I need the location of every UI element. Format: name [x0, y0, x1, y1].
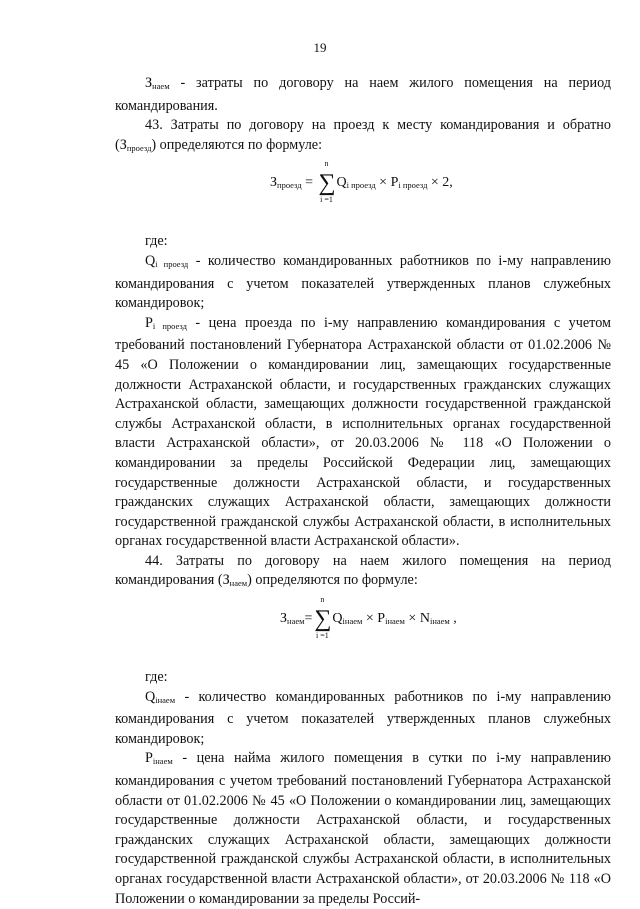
- formula-expression: [270, 159, 453, 205]
- symbol: Q: [145, 252, 156, 269]
- formula-lhs: З: [270, 175, 278, 191]
- document-body: [115, 74, 611, 909]
- formula-p-subscript: i проезд: [398, 180, 428, 191]
- q-proezd-definition: [115, 252, 611, 314]
- definition-text: - количество командированных работников по i-му направлению командирования с учетом показателей утвержденных планов служебных командировок;: [115, 688, 611, 747]
- paragraph-text: 43. Затраты по договору на проезд к месту командирования и обратно (: [115, 117, 611, 153]
- formula-lhs: З: [280, 611, 288, 627]
- sum-sign: [318, 159, 336, 205]
- definition-text: - затраты по договору на наем жилого помещения на период командирования.: [115, 75, 611, 114]
- definition-text: - количество командированных работников по i-му направлению командирования с учетом показателей утвержденных планов служебных командировок;: [115, 252, 611, 312]
- sum-upper-limit: n: [320, 595, 325, 605]
- paragraph-43: [115, 116, 611, 158]
- sum-upper-limit: n: [324, 159, 329, 169]
- sum-sign: [314, 595, 332, 641]
- symbol: P: [145, 750, 153, 767]
- p-naem-definition: [115, 749, 611, 909]
- sum-lower-limit: i =1: [320, 195, 333, 205]
- paragraph-tail: ) определяются по формуле:: [151, 136, 323, 153]
- where-label-2: где:: [145, 669, 168, 686]
- symbol: P: [145, 314, 153, 331]
- formula-lhs-subscript: проезд: [277, 180, 302, 191]
- equals-sign: =: [304, 611, 313, 627]
- formula-p: P: [377, 611, 386, 627]
- paragraph-tail: ) определяются по формуле:: [247, 572, 418, 589]
- formula-expression: [280, 595, 457, 641]
- formula-lodging: [115, 595, 611, 658]
- symbol-subscript: наем: [152, 81, 170, 91]
- symbol-subscript: i проезд: [152, 320, 187, 331]
- sigma-symbol: ∑: [318, 170, 336, 197]
- definition-text: - цена найма жилого помещения в сутки по i-му направлению командирования с учетом требований постановлений Губернатора Астраханской области от 01.02.2006 № 45 «О Положении о командировании лиц, замещающих государственные должности Астраханской области, и государственных гражданских служащих Астраханской области, замещающих должности государственной гражданской службы Астраханской области, в исполнительных органах государственной власти Астраханской области», от 20.03.2006 № 118 «О Положении о командировании за пределы Россий-: [115, 750, 611, 907]
- definition-text: - цена проезда по i-му направлению командирования с учетом требований постановлений Губернатора Астраханской области от 01.02.2006 № 45 «О Положении о командировании лиц, замещающих государственные должности Астраханской области, и государственных гражданских служащих Астраханской области, замещающих должности государственной гражданской службы Астраханской области, в исполнительных органах государственной власти Астраханской области», от 20.03.2006 № 118 «О Положении о командировании за пределы Российской Федерации лиц, замещающих государственные должности Астраханской области, и государственных гражданских служащих Астраханской области, замещающих должности государственной гражданской службы Астраханской области, в исполнительных органах государственной власти Астраханской области».: [115, 314, 611, 550]
- formula-q-subscript: i проезд: [346, 180, 376, 191]
- sigma-symbol: ∑: [314, 606, 332, 633]
- symbol-subscript: iнаем: [152, 756, 173, 767]
- formula-q-subscript: iнаем: [342, 616, 363, 627]
- formula-n: N: [419, 611, 430, 627]
- paragraph-44: [115, 552, 611, 594]
- p-proezd-definition: [115, 314, 611, 552]
- multiply-sign: ×: [375, 175, 391, 191]
- formula-tail: × 2,: [427, 175, 453, 191]
- symbol-subscript: iнаем: [155, 694, 176, 705]
- formula-lhs-subscript: наем: [287, 616, 305, 627]
- sum-lower-limit: i =1: [316, 631, 329, 641]
- symbol: З: [145, 75, 153, 91]
- symbol-subscript: проезд: [126, 142, 152, 153]
- symbol: Q: [145, 688, 156, 705]
- multiply-sign: ×: [362, 611, 378, 627]
- formula-n-subscript: iнаем: [429, 616, 450, 627]
- formula-q: Q: [332, 611, 343, 627]
- symbol: З: [222, 572, 230, 589]
- multiply-sign: ×: [404, 611, 420, 627]
- formula-p: P: [390, 175, 399, 191]
- q-naem-definition: [115, 688, 611, 750]
- where-label-1: где:: [145, 233, 168, 250]
- page-number: 19: [313, 40, 327, 55]
- symbol-subscript: наем: [229, 578, 248, 589]
- formula-travel: [115, 159, 611, 222]
- symbol: З: [119, 136, 127, 153]
- formula-tail: ,: [449, 611, 457, 627]
- formula-p-subscript: iнаем: [385, 616, 405, 627]
- paragraph-text: 44. Затраты по договору на наем жилого помещения на период командирования (: [115, 552, 611, 589]
- symbol-subscript: i проезд: [155, 258, 189, 269]
- formula-q: Q: [336, 175, 347, 191]
- equals-sign: =: [301, 175, 317, 191]
- znaem-definition: [115, 74, 611, 116]
